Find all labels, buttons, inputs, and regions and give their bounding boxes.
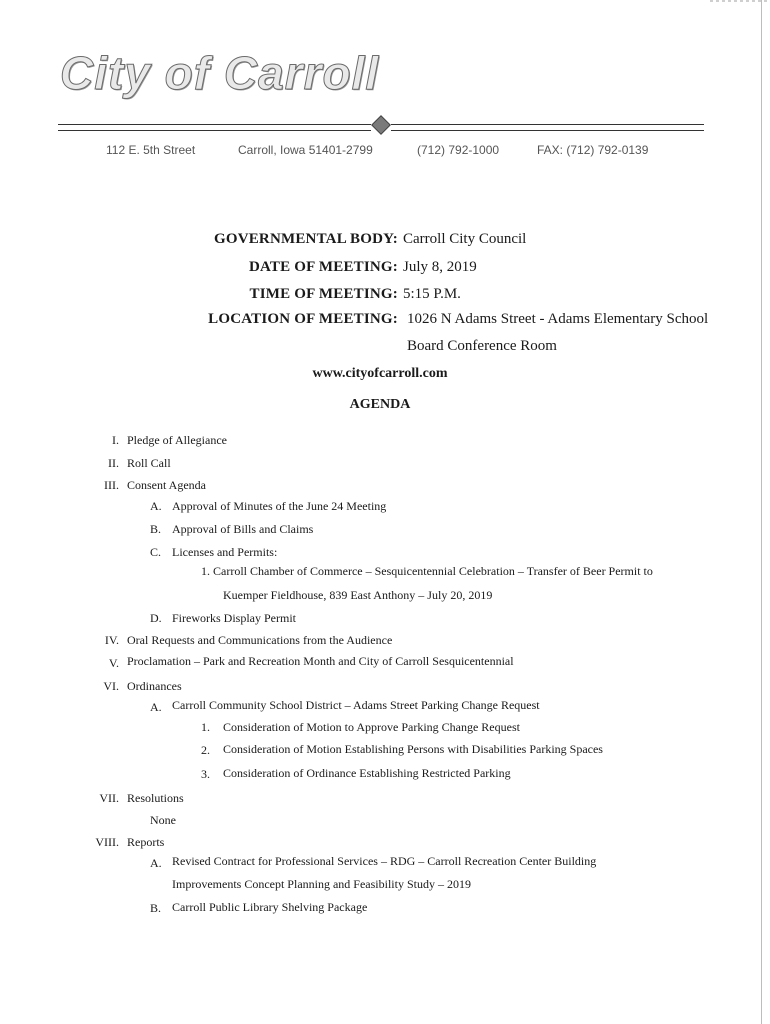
subitem-letter: B. xyxy=(150,901,162,915)
governmental-body-value: Carroll City Council xyxy=(403,231,527,247)
item-number: VI. xyxy=(103,679,119,693)
subitem-approval-minutes: Approval of Minutes of the June 24 Meeting xyxy=(172,499,387,513)
item-number: VII. xyxy=(99,791,119,805)
address-phone: (712) 792-1000 xyxy=(417,143,500,157)
subitem-letter: A. xyxy=(150,499,162,513)
item-proclamation: Proclamation – Park and Recreation Month and City of Carroll Sesquicentennial xyxy=(127,654,514,668)
item-pledge: Pledge of Allegiance xyxy=(127,433,227,447)
location-label: LOCATION OF MEETING: xyxy=(208,311,398,327)
date-label: DATE OF MEETING: xyxy=(248,259,398,275)
page-edge-top xyxy=(710,0,770,2)
item-number: IV. xyxy=(104,633,119,647)
subsubitem-number: 2. xyxy=(201,743,210,757)
item-number: VIII. xyxy=(95,835,119,849)
letterhead-rule-left xyxy=(58,124,371,131)
date-value: July 8, 2019 xyxy=(403,259,477,275)
letterhead-rule-right xyxy=(391,124,704,131)
subsubitem-motion-parking: Consideration of Motion to Approve Parking Change Request xyxy=(223,720,520,734)
diamond-ornament-icon xyxy=(371,115,391,135)
item-oral-requests: Oral Requests and Communications from the Audience xyxy=(127,633,393,647)
subitem-rdg-contract: Revised Contract for Professional Services – RDG – Carroll Recreation Center Building xyxy=(172,854,597,868)
subitem-letter: A. xyxy=(150,700,162,714)
subsubitem-beer-permit: 1. Carroll Chamber of Commerce – Sesquicentennial Celebration – Transfer of Beer Permit to xyxy=(201,564,653,578)
subitem-parking-request: Carroll Community School District – Adams Street Parking Change Request xyxy=(172,698,540,712)
subitem-letter: A. xyxy=(150,856,162,870)
page-edge xyxy=(761,0,762,1024)
subsubitem-ordinance-restricted: Consideration of Ordinance Establishing Restricted Parking xyxy=(223,766,511,780)
location-value: 1026 N Adams Street - Adams Elementary School xyxy=(407,311,709,327)
governmental-body-label: GOVERNMENTAL BODY: xyxy=(213,231,398,247)
resolutions-none: None xyxy=(150,813,176,827)
city-logo: City of Carroll xyxy=(60,47,380,99)
website-link: www.cityofcarroll.com xyxy=(312,366,448,381)
item-number: II. xyxy=(108,456,119,470)
address-street: 112 E. 5th Street xyxy=(106,143,196,157)
subitem-licenses-permits: Licenses and Permits: xyxy=(172,545,278,559)
subsubitem-motion-disabilities: Consideration of Motion Establishing Persons with Disabilities Parking Spaces xyxy=(223,742,603,756)
time-value: 5:15 P.M. xyxy=(403,286,461,302)
address-city: Carroll, Iowa 51401-2799 xyxy=(238,143,373,157)
address-fax: FAX: (712) 792-0139 xyxy=(537,143,649,157)
subsubitem-number: 3. xyxy=(201,767,210,781)
subitem-letter: C. xyxy=(150,545,162,559)
subsubitem-beer-permit-cont: Kuemper Fieldhouse, 839 East Anthony – July 20, 2019 xyxy=(223,588,493,602)
subitem-rdg-contract-cont: Improvements Concept Planning and Feasibility Study – 2019 xyxy=(172,877,471,891)
item-number: I. xyxy=(112,433,119,447)
location-value-cont: Board Conference Room xyxy=(407,338,557,354)
item-number: V. xyxy=(108,656,119,670)
time-label: TIME OF MEETING: xyxy=(249,286,398,302)
item-resolutions: Resolutions xyxy=(127,791,184,805)
item-roll-call: Roll Call xyxy=(127,456,171,470)
subitem-letter: D. xyxy=(150,611,162,625)
subitem-letter: B. xyxy=(150,522,162,536)
item-consent-agenda: Consent Agenda xyxy=(127,478,206,492)
item-ordinances: Ordinances xyxy=(127,679,182,693)
subsubitem-number: 1. xyxy=(201,720,210,734)
agenda-title: AGENDA xyxy=(349,397,411,412)
subitem-library-shelving: Carroll Public Library Shelving Package xyxy=(172,900,368,914)
item-reports: Reports xyxy=(127,835,165,849)
subitem-bills-claims: Approval of Bills and Claims xyxy=(172,522,314,536)
item-number: III. xyxy=(104,478,119,492)
subitem-fireworks: Fireworks Display Permit xyxy=(172,611,296,625)
